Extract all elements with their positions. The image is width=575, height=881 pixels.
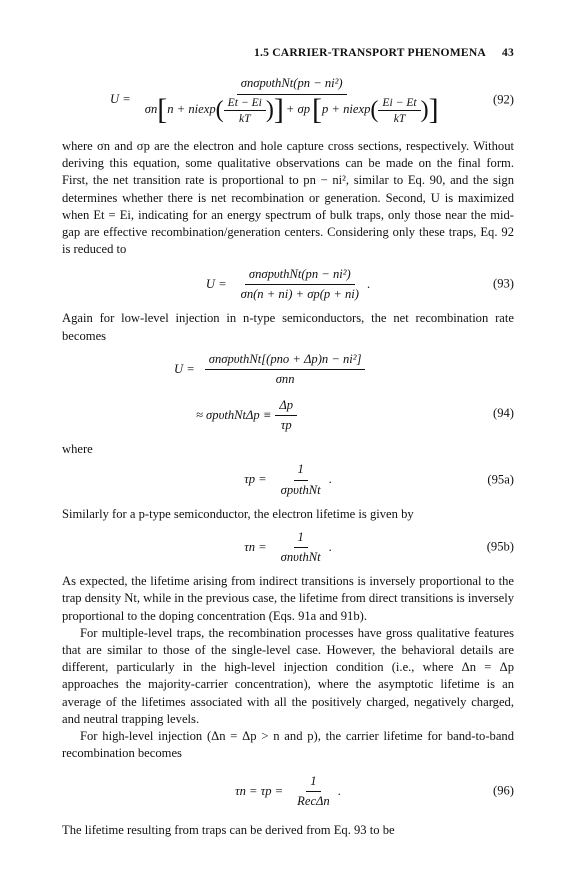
- eq94-number: (94): [493, 405, 514, 420]
- eq95b-fraction: [277, 529, 325, 566]
- paragraph-8: The lifetime resulting from traps can be derived from Eq. 93 to be: [62, 823, 395, 838]
- eq95b-lhs: τn =: [244, 539, 267, 554]
- eq95b-period: .: [328, 539, 332, 554]
- eq92-bracket-close-1: ]: [273, 93, 284, 127]
- equation-94: [62, 351, 514, 441]
- eq94-numerator: σnσpυthNt[(pno + Δp)n − ni²]: [205, 351, 366, 370]
- eq95a-fraction: [277, 461, 325, 498]
- eq92-den-sigma-n: σn: [144, 102, 158, 117]
- eq96-numerator: 1: [306, 773, 320, 792]
- equation-95a: [62, 458, 514, 502]
- eq92-denominator: [141, 95, 443, 125]
- eq94-lhs: U =: [174, 361, 195, 376]
- eq92-paren-open-2: (: [370, 97, 379, 124]
- equation-96: [62, 766, 514, 816]
- eq93-lhs: U =: [205, 276, 227, 291]
- eq92-exp-fraction-2: [378, 96, 420, 125]
- eq93-number: (93): [493, 276, 514, 291]
- paragraph-6: For multiple-level traps, the recombination processes have gross qualitative features that are similar to those of the single-level case. However, the behavioral details are different, particularly in the high-level injection condition (i.e., where Δn = Δp approaches the majority-carrier concentration), where the asymptotic lifetime is an average of the lifetimes associated with all the positively charged, negatively charged, and neutral trapping levels.: [62, 625, 514, 726]
- eq94-denominator: σnn: [275, 372, 295, 387]
- eq95a-numerator: 1: [294, 461, 308, 480]
- eq92-den-plus-sigma-p: + σp: [285, 102, 311, 117]
- eq92-bracket-open-1: [: [157, 93, 168, 127]
- eq96-period: .: [337, 783, 341, 798]
- eq96-denominator: RecΔn: [297, 793, 330, 808]
- paragraph-4: Similarly for a p-type semiconductor, the electron lifetime is given by: [62, 507, 414, 522]
- eq94-line-1: [174, 351, 369, 388]
- eq96-number: (96): [493, 783, 514, 798]
- eq95b-number: (95b): [486, 539, 514, 554]
- page-body: [62, 70, 514, 840]
- eq92-lhs: U =: [110, 92, 131, 107]
- eq92-paren-open-1: (: [215, 97, 224, 124]
- eq95b-denominator: σnυthNt: [280, 549, 321, 564]
- eq94-fraction: [205, 351, 366, 388]
- paragraph-3: where: [62, 441, 93, 456]
- eq92-bracket-close-2: ]: [428, 93, 439, 127]
- eq92-den-term-1: n + niexp: [167, 102, 216, 117]
- eq93-fraction: [237, 266, 363, 303]
- eq92-den-term-2: p + niexp: [322, 102, 371, 117]
- equation-93: [62, 262, 514, 306]
- eq92-exp-num-2: Ei − Et: [378, 96, 420, 111]
- paragraph-2: Again for low-level injection in n-type semiconductors, the net recombination rate becomes: [62, 311, 514, 343]
- eq94-lifetime-num: Δp: [275, 397, 297, 416]
- equation-92: [62, 70, 514, 130]
- eq92-numerator: σnσpυthNt(pn − ni²): [237, 75, 347, 94]
- eq94-lifetime-den: τp: [280, 418, 292, 433]
- eq94-line-2: [196, 397, 301, 434]
- paragraph-1: where σn and σp are the electron and hole capture cross sections, respectively. Without deriving this equation, some qualitative observations can be made on the final form. First, the net transition rate is proportional to pn − ni², similar to Eq. 90, and the sign determines whether there is net recombination or generation. Second, U is maximized when Et = Ei, indicating for an energy spectrum of bulk traps, only those near the mid-gap are effective recombination/generation centers. Considering only these traps, Eq. 92 is reduced to: [62, 139, 514, 257]
- eq93-numerator: σnσpυthNt(pn − ni²): [245, 266, 355, 285]
- eq95a-lhs: τp =: [244, 472, 267, 487]
- page-header: [62, 44, 514, 61]
- eq95b-numerator: 1: [294, 529, 308, 548]
- eq92-exp-fraction-1: [224, 96, 266, 125]
- eq93-denominator: σn(n + ni) + σp(p + ni): [240, 286, 359, 301]
- eq94-lifetime-fraction: [275, 397, 297, 434]
- eq94-approx: ≈ σpυthNtΔp ≡: [196, 407, 272, 422]
- page-number: 43: [502, 46, 514, 59]
- equation-95b: [62, 525, 514, 569]
- eq95a-period: .: [328, 472, 332, 487]
- eq92-paren-close-1: ): [265, 97, 274, 124]
- eq92-exp-num-1: Et − Ei: [224, 96, 266, 111]
- eq92-exp-den-2: kT: [393, 111, 406, 125]
- running-section-title: 1.5 CARRIER-TRANSPORT PHENOMENA: [254, 46, 486, 59]
- eq92-exp-den-1: kT: [238, 111, 251, 125]
- eq92-fraction: [141, 75, 443, 127]
- paragraph-7: For high-level injection (Δn = Δp > n and p), the carrier lifetime for band-to-band recombination becomes: [62, 729, 514, 761]
- eq93-period: .: [366, 276, 371, 291]
- eq96-lhs: τn = τp =: [235, 783, 284, 798]
- eq92-paren-close-2: ): [420, 97, 429, 124]
- paragraph-5: As expected, the lifetime arising from indirect transitions is inversely proportional to the trap density Nt, while in the previous case, the lifetime from direct transitions is inversely proportional to the doping concentration (Eqs. 91a and 91b).: [62, 574, 514, 623]
- eq92-bracket-open-2: [: [312, 93, 323, 127]
- eq96-fraction: [293, 773, 334, 810]
- eq95a-denominator: σpυthNt: [280, 482, 321, 497]
- eq92-number: (92): [493, 92, 514, 107]
- eq95a-number: (95a): [487, 472, 514, 487]
